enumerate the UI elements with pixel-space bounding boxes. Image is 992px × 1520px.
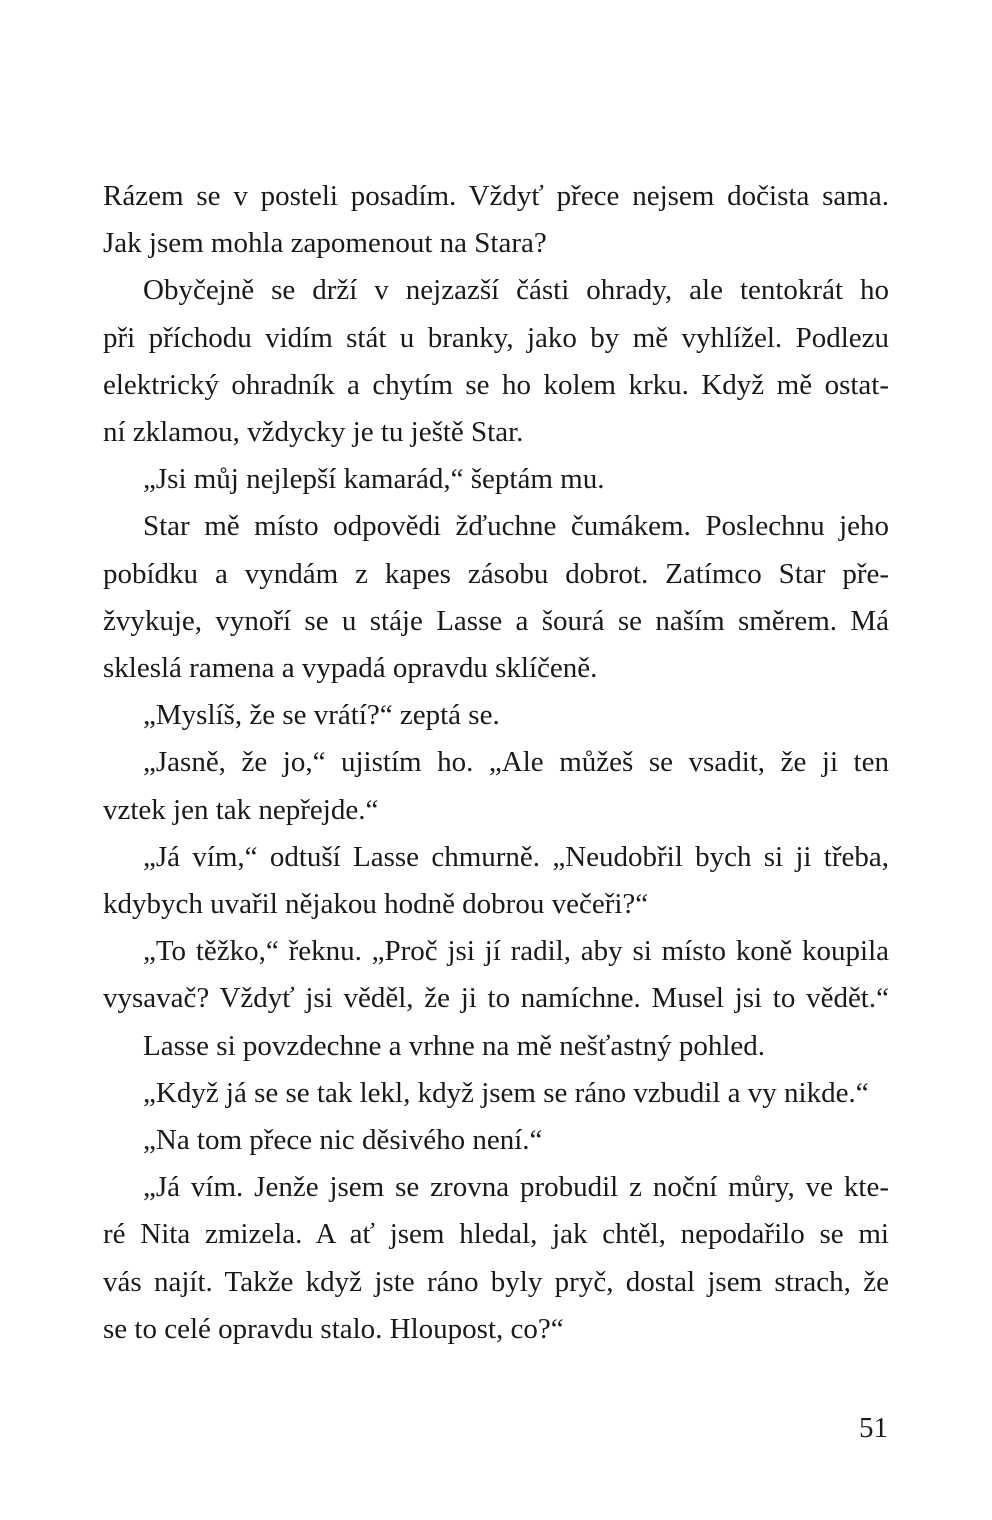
text-line: Rázem se v posteli posadím. Vždyť přece nejsem dočista sama. — [103, 180, 889, 212]
page-number: 51 — [859, 1412, 888, 1444]
text-line: se to celé opravdu stalo. Hloupost, co?“ — [103, 1312, 564, 1345]
text-line: vysavač? Vždyť jsi věděl, že ji to namíchne. Musel jsi to vědět.“ — [103, 982, 889, 1015]
text-line: „Na tom přece nic děsivého není.“ — [143, 1124, 543, 1157]
text-line: Star mě místo odpovědi žďuchne čumákem. Poslechnu jeho — [143, 510, 889, 543]
paragraph — [103, 173, 889, 267]
text-line: žvykuje, vynoří se u stáje Lasse a šourá se naším směrem. Má — [103, 604, 889, 637]
text-line: Lasse si povzdechne a vrhne na mě nešťastný pohled. — [143, 1029, 765, 1062]
paragraph — [103, 1070, 889, 1117]
paragraph — [103, 692, 889, 739]
text-line: ní zklamou, vždycky je tu ještě Star. — [103, 416, 524, 449]
text-line: kdybych uvařil nějakou hodně dobrou večeři?“ — [103, 888, 649, 921]
text-line: elektrický ohradník a chytím se ho kolem krku. Když mě ostat- — [103, 368, 889, 401]
text-line: „To těžko,“ řeknu. „Proč jsi jí radil, aby si místo koně koupila — [143, 935, 889, 968]
text-line: „Já vím,“ odtuší Lasse chmurně. „Neudobřil bych si ji třeba, — [143, 840, 889, 873]
text-line: ré Nita zmizela. A ať jsem hledal, jak chtěl, nepodařilo se mi — [103, 1218, 889, 1251]
paragraph — [103, 834, 889, 928]
paragraph — [103, 1117, 889, 1164]
text-line: „Já vím. Jenže jsem se zrovna probudil z noční můry, ve kte- — [143, 1171, 889, 1204]
text-line: Obyčejně se drží v nejzazší části ohrady, ale tentokrát ho — [143, 274, 889, 307]
paragraph — [103, 456, 889, 503]
text-line: „Jasně, že jo,“ ujistím ho. „Ale můžeš se vsadit, že ji ten — [143, 746, 889, 779]
text-line: „Když já se se tak lekl, když jsem se ráno vzbudil a vy nikde.“ — [143, 1076, 869, 1109]
paragraph — [103, 1023, 889, 1070]
text-line: vás najít. Takže když jste ráno byly pryč, dostal jsem strach, že — [103, 1265, 889, 1298]
body-text — [103, 173, 889, 1353]
paragraph — [103, 739, 889, 833]
text-line: pobídku a vyndám z kapes zásobu dobrot. Zatímco Star pře- — [103, 557, 889, 590]
text-line: „Myslíš, že se vrátí?“ zeptá se. — [143, 699, 500, 732]
paragraph — [103, 503, 889, 692]
paragraph — [103, 1164, 889, 1353]
paragraph — [103, 267, 889, 456]
text-line: „Jsi můj nejlepší kamarád,“ šeptám mu. — [143, 463, 605, 496]
text-line: při příchodu vidím stát u branky, jako by mě vyhlížel. Podlezu — [103, 321, 889, 354]
paragraph — [103, 928, 889, 1022]
text-line: skleslá ramena a vypadá opravdu sklíčeně. — [103, 652, 598, 685]
text-line: vztek jen tak nepřejde.“ — [103, 793, 379, 826]
text-line: Jak jsem mohla zapomenout na Stara? — [103, 227, 547, 260]
